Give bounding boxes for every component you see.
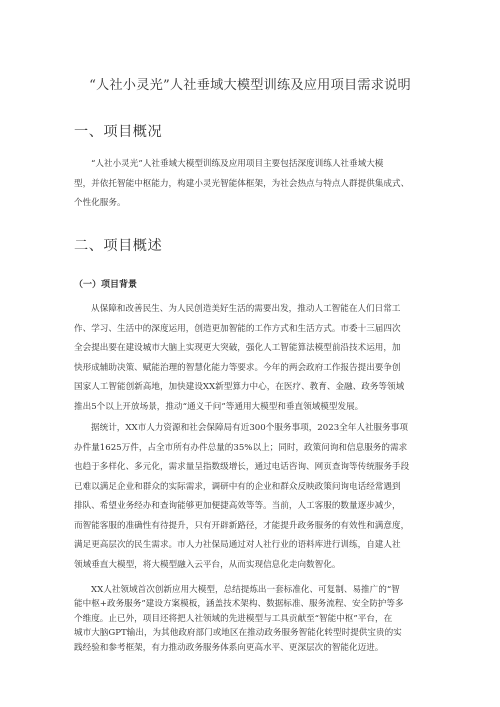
background-paragraph-2 [74, 419, 426, 575]
paragraph-line: 推出5个以上开放场景，推动“通义千问”等通用大模型和垂直领域模型发展。 [74, 401, 364, 412]
paragraph-line: 践经验和参考框架，有力推动政务服务体系向更高水平、更深层次的智能化迈进。 [74, 642, 384, 653]
paragraph-line: 据统计，XX市人力资源和社会保障局有近300个服务事项，2023全年人社服务事项 [91, 423, 408, 433]
subsection-heading: （一）项目背景 [74, 280, 138, 290]
paragraph-line: 满足更高层次的民生需求。市人力社保局通过对人社行业的语料库进行训练，自建人社 [74, 540, 401, 550]
paragraph-line: 办件量1625万件，占全市所有办件总量的35%以上；同时，政策问询和信息服务的需求 [74, 442, 408, 453]
paragraph-line: XX人社领域首次创新应用大模型，总结提炼出一套标准化、可复制、易推广的“智 [91, 585, 400, 595]
paragraph-line: 而智能客服的准确性有待提升，只有开辟新路径，才能提升政务服务的有效性和满意度， [74, 520, 410, 531]
paragraph-line: 快形成辅助决策、赋能治理的智慧化能力等要求。今年的两会政府工作报告提出要争创 [74, 362, 401, 373]
paragraph-line: 从保障和改善民生、为人民创造美好生活的需要出发，推动人工智能在人们日常工 [91, 304, 401, 314]
paragraph-line: 个维度。止已外，项目还将把人社领域的先进模型与工具贡献至“智能中枢”平台，在 [74, 613, 393, 624]
paragraph-line: 全会提出要在建设城市大脑上实现更大突破，强化人工智能算法模型前沿技术运用，加 [74, 343, 401, 353]
section1-paragraph [74, 155, 426, 214]
paragraph-line: 已难以满足企业和群众的实际需求，调研中有的企业和群众反映政策问询电话经常遇到 [74, 481, 401, 492]
paragraph-line: 作、学习、生活中的深度运用，创造更加智能的工作方式和生活方式。市委十三届四次 [74, 323, 401, 334]
paragraph-line: 型，并依托智能中枢能力，构建小灵光智能体框架，为社会热点与特点人群提供集成式、 [74, 178, 410, 189]
background-paragraph-1 [74, 300, 426, 417]
paragraph-line: 也趋于多样化、多元化，需求量呈指数级增长，通过电话咨询、网页查询等传统服务手段 [74, 462, 410, 472]
paragraph-line: 个性化服务。 [74, 198, 126, 208]
paragraph-line: “人社小灵光”人社垂域大模型训练及应用项目主要包括深度训练人社垂域大模 [91, 159, 384, 169]
background-paragraph-3 [74, 583, 426, 655]
paragraph-line: 国家人工智能创新高地，加快建设XX新型算力中心，在医疗、教育、金融、政务等领域 [74, 382, 405, 392]
document-title: “人社小灵光”人社垂域大模型训练及应用项目需求说明 [89, 78, 411, 93]
section2-heading: 二、项目概述 [74, 238, 163, 254]
section1-heading: 一、项目概况 [74, 124, 163, 140]
paragraph-line: 排队、希望业务经办和查询能够更加便捷高效等等。当前，人工客服的数量逐步减少， [74, 501, 401, 511]
paragraph-line: 能中枢+政务服务”建设方案模板，涵盖技术架构、数据标准、服务流程、安全防护等多 [74, 599, 404, 610]
paragraph-line: 城市大脑GPT输出，为其他政府部门或地区在推动政务服务智能化转型时提供宝贵的实 [74, 628, 402, 639]
paragraph-line: 领域垂直大模型，将大模型融入云平台，从而实现信息化走向数智化。 [74, 559, 341, 570]
